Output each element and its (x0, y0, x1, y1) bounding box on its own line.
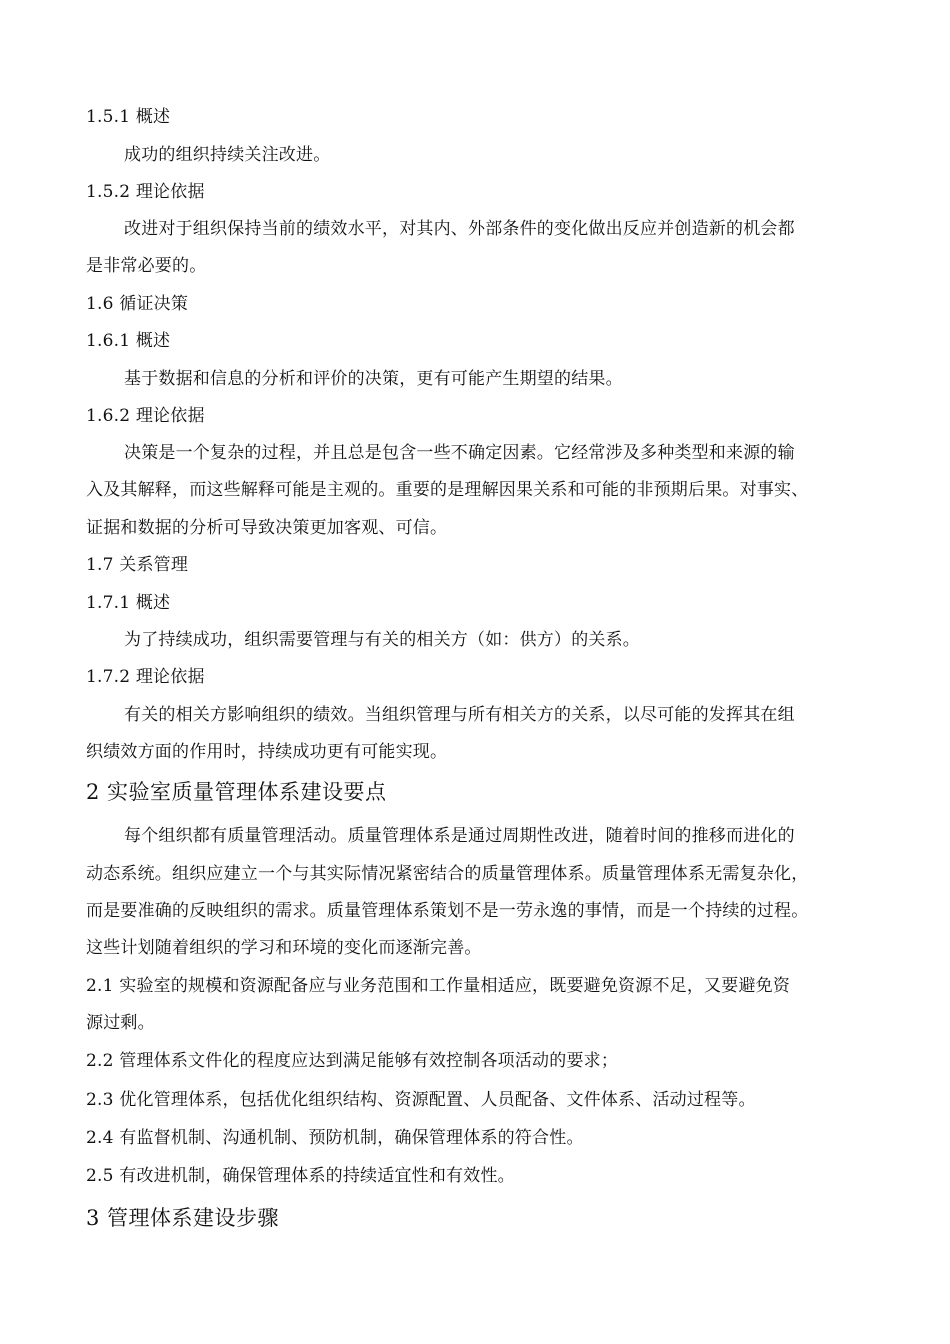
section-1-6-2-body-line-3: 证据和数据的分析可导致决策更加客观、可信。 (86, 518, 448, 538)
section-1-6-1-heading: 1.6.1 概述 (86, 331, 171, 351)
section-1-5-2-heading: 1.5.2 理论依据 (86, 182, 205, 202)
section-3-heading: 3 管理体系建设步骤 (86, 1206, 280, 1230)
section-1-6-1-body: 基于数据和信息的分析和评价的决策，更有可能产生期望的结果。 (124, 369, 623, 389)
section-1-5-1-body: 成功的组织持续关注改进。 (124, 145, 331, 165)
section-1-6-2-body-line-2: 入及其解释，而这些解释可能是主观的。重要的是理解因果关系和可能的非预期后果。对事实、 (86, 480, 809, 500)
section-1-7-1-heading: 1.7.1 概述 (86, 593, 171, 613)
section-1-6-heading: 1.6 循证决策 (86, 294, 189, 314)
section-1-6-2-body-line-1: 决策是一个复杂的过程，并且总是包含一些不确定因素。它经常涉及多种类型和来源的输 (124, 443, 795, 463)
section-2-3: 2.3 优化管理体系，包括优化组织结构、资源配置、人员配备、文件体系、活动过程等。 (86, 1090, 756, 1110)
section-1-6-2-heading: 1.6.2 理论依据 (86, 406, 205, 426)
section-1-7-heading: 1.7 关系管理 (86, 555, 189, 575)
section-1-7-2-body-line-2: 织绩效方面的作用时，持续成功更有可能实现。 (86, 742, 448, 762)
section-2-1-line-2: 源过剩。 (86, 1013, 155, 1033)
section-2-5: 2.5 有改进机制，确保管理体系的持续适宜性和有效性。 (86, 1166, 515, 1186)
section-2-body-line-3: 而是要准确的反映组织的需求。质量管理体系策划不是一劳永逸的事情，而是一个持续的过程。 (86, 901, 809, 921)
section-1-7-2-body-line-1: 有关的相关方影响组织的绩效。当组织管理与所有相关方的关系，以尽可能的发挥其在组 (124, 705, 795, 725)
section-2-2: 2.2 管理体系文件化的程度应达到满足能够有效控制各项活动的要求； (86, 1051, 619, 1071)
section-1-5-2-body-line-1: 改进对于组织保持当前的绩效水平，对其内、外部条件的变化做出反应并创造新的机会都 (124, 219, 795, 239)
section-2-heading: 2 实验室质量管理体系建设要点 (86, 780, 387, 804)
section-1-7-1-body: 为了持续成功，组织需要管理与有关的相关方（如：供方）的关系。 (124, 630, 640, 650)
section-2-body-line-2: 动态系统。组织应建立一个与其实际情况紧密结合的质量管理体系。质量管理体系无需复杂化， (86, 864, 809, 884)
section-1-5-2-body-line-2: 是非常必要的。 (86, 256, 207, 276)
section-2-4: 2.4 有监督机制、沟通机制、预防机制，确保管理体系的符合性。 (86, 1128, 584, 1148)
section-1-5-1-heading: 1.5.1 概述 (86, 107, 171, 127)
section-2-body-line-1: 每个组织都有质量管理活动。质量管理体系是通过周期性改进，随着时间的推移而进化的 (124, 826, 795, 846)
section-1-7-2-heading: 1.7.2 理论依据 (86, 667, 205, 687)
section-2-body-line-4: 这些计划随着组织的学习和环境的变化而逐渐完善。 (86, 938, 482, 958)
section-2-1-line-1: 2.1 实验室的规模和资源配备应与业务范围和工作量相适应，既要避免资源不足，又要避免资 (86, 976, 791, 996)
